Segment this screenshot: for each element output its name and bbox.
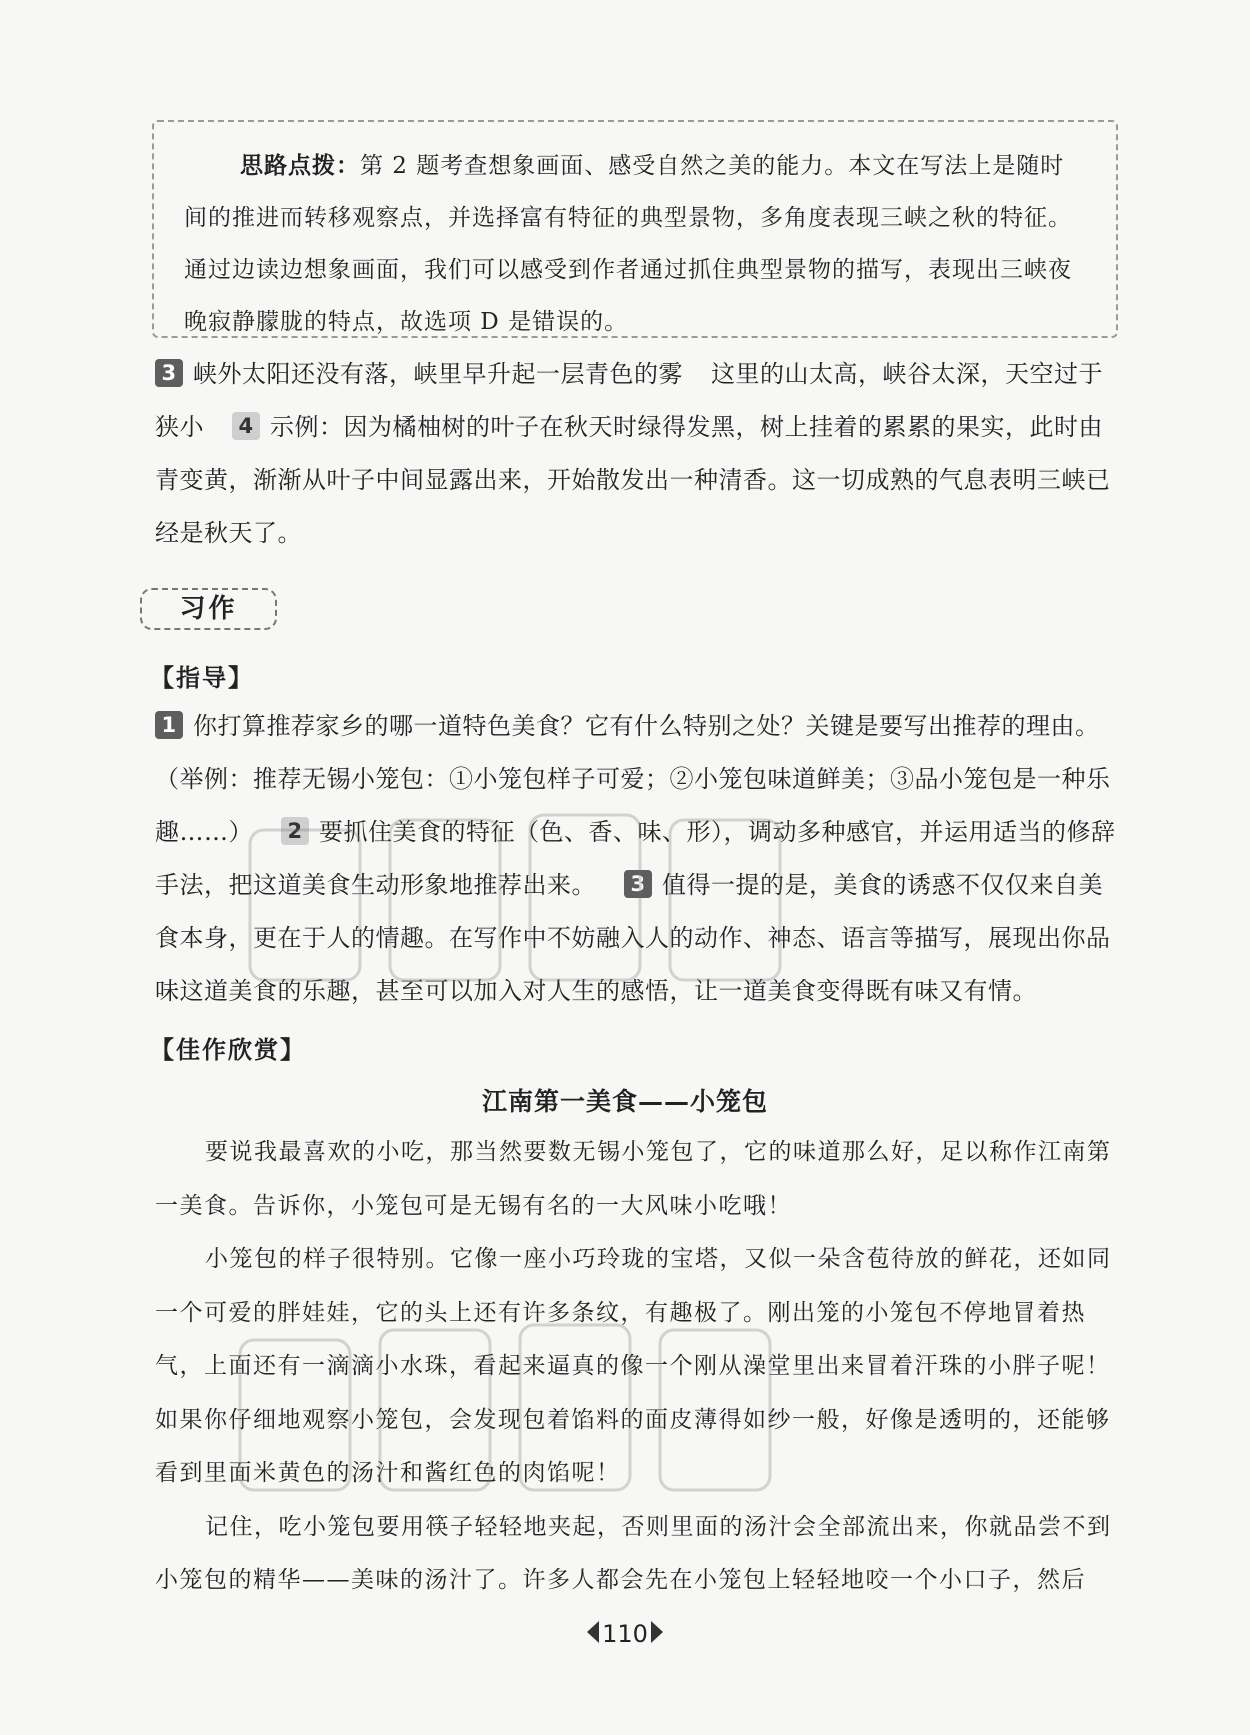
- answer-number-4: 4: [232, 412, 260, 440]
- guide-text-3: 值得一提的是，美食的诱惑不仅仅来自美食本身，更在于人的情趣。在写作中不妨融入人的动作、神态、语言等描写，展现出你品味这道美食的乐趣，甚至可以加入对人生的感悟，让一道美食变得既有味又有情。: [155, 871, 1111, 1005]
- watermark-mark-2: [240, 1325, 770, 1490]
- tip-label: 思路点拨：: [240, 153, 360, 179]
- guide-text-2: 要抓住美食的特征（色、香、味、形），调动多种感官，并运用适当的修辞手法，把这道美食生动形象地推荐出来。: [155, 818, 1116, 899]
- answer-number-3: 3: [155, 359, 183, 387]
- section-title-writing: 习作: [140, 588, 277, 630]
- page-number-text: 110: [602, 1620, 648, 1648]
- appreciation-heading: 【佳作欣赏】: [150, 1036, 306, 1064]
- guide-number-2: 2: [281, 817, 309, 845]
- answer-4-text: 示例：因为橘柚树的叶子在秋天时绿得发黑，树上挂着的累累的果实，此时由青变黄，渐渐从叶子中间显露出来，开始散发出一种清香。这一切成熟的气息表明三峡已经是秋天了。: [155, 413, 1111, 547]
- essay-paragraph-2: 小笼包的样子很特别。它像一座小巧玲珑的宝塔，又似一朵含苞待放的鲜花，还如同一个可爱的胖娃娃，它的头上还有许多条纹，有趣极了。刚出笼的小笼包不停地冒着热气，上面还有一滴滴小水珠，看起来逼真的像一个刚从澡堂里出来冒着汗珠的小胖子呢！如果你仔细地观察小笼包，会发现包着馅料的面皮薄得如纱一般，好像是透明的，还能够看到里面米黄色的汤汁和酱红色的肉馅呢！: [155, 1246, 1112, 1486]
- answer-3-part1: 峡外太阳还没有落，峡里早升起一层青色的雾: [193, 360, 683, 388]
- guide-heading: 【指导】: [150, 664, 254, 692]
- guide-text-1: 你打算推荐家乡的哪一道特色美食？它有什么特别之处？关键是要写出推荐的理由。（举例：推荐无锡小笼包：①小笼包样子可爱；②小笼包味道鲜美；③品小笼包是一种乐趣……）: [155, 712, 1111, 846]
- guide-number-3: 3: [624, 870, 652, 898]
- essay-title: 江南第一美食——小笼包: [481, 1087, 768, 1116]
- answer-3-part2: 这里的山太高，峡谷太深，天空过于狭小: [155, 360, 1103, 441]
- essay-paragraph-3: 记住，吃小笼包要用筷子轻轻地夹起，否则里面的汤汁会全部流出来，你就品尝不到小笼包的精华——美味的汤汁了。许多人都会先在小笼包上轻轻地咬一个小口子，然后: [155, 1513, 1112, 1593]
- essay-paragraph-1: 要说我最喜欢的小吃，那当然要数无锡小笼包了，它的味道那么好，足以称作江南第一美食。告诉你，小笼包可是无锡有名的一大风味小吃哦！: [155, 1139, 1112, 1219]
- tip-text-rest: 间的推进而转移观察点，并选择富有特征的典型景物，多角度表现三峡之秋的特征。通过边读边想象画面，我们可以感受到作者通过抓住典型景物的描写，表现出三峡夜晚寂静朦胧的特点，故选项 D 是错误的。: [184, 205, 1072, 335]
- guide-number-1: 1: [155, 711, 183, 739]
- tip-text-line1: 第 2 题考查想象画面、感受自然之美的能力。本文在写法上是随时: [360, 153, 1065, 179]
- watermark-mark-1: [250, 815, 780, 980]
